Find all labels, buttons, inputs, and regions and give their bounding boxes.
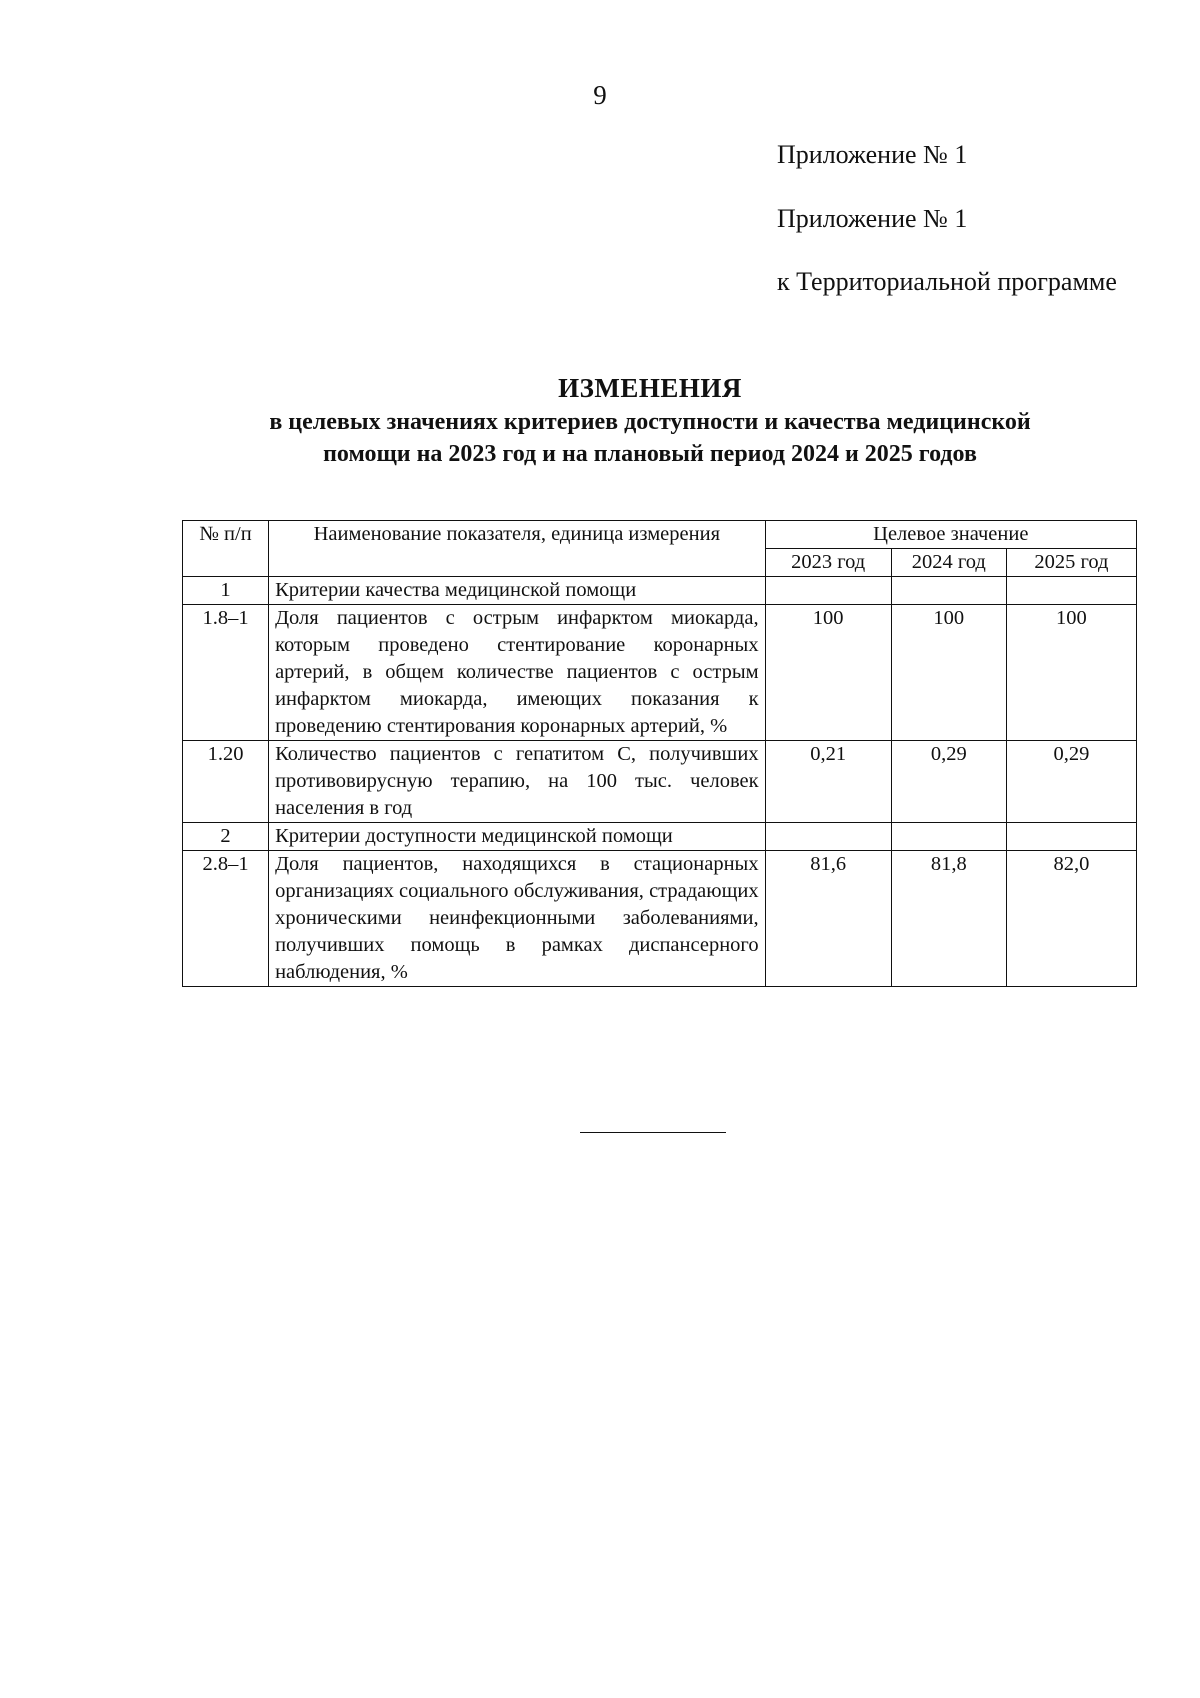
row-value: 81,8 [891,851,1006,987]
header-year: 2025 год [1006,549,1136,577]
row-value: 100 [1006,605,1136,741]
row-indicator-name: Критерии доступности медицинской помощи [269,823,766,851]
row-value: 0,29 [1006,741,1136,823]
page-number: 9 [593,80,607,110]
appendix-program-reference: к Территориальной программе [777,267,1117,296]
header-target-value: Целевое значение [765,521,1136,549]
row-value [765,577,891,605]
table-row [183,823,1137,851]
header-indicator-name: Наименование показателя, единица измерения [269,521,766,577]
row-value: 0,29 [891,741,1006,823]
row-value: 81,6 [765,851,891,987]
row-indicator-name: Количество пациентов с гепатитом С, получивших противовирусную терапию, на 100 тыс. человек населения в год [269,741,766,823]
document-title: ИЗМЕНЕНИЯ [558,373,742,403]
row-number: 2 [183,823,269,851]
table-row [183,851,1137,987]
appendix-label: Приложение № 1 [777,140,968,169]
document-subtitle-line: в целевых значениях критериев доступности и качества медицинской [269,409,1031,435]
target-values-table [182,520,1137,987]
row-value: 82,0 [1006,851,1136,987]
row-number: 2.8–1 [183,851,269,987]
row-value [1006,823,1136,851]
row-value [765,823,891,851]
appendix-label: Приложение № 1 [777,204,968,233]
table-header-row [183,521,1137,549]
document-subtitle-line: помощи на 2023 год и на плановый период 2024 и 2025 годов [323,441,977,467]
table-row [183,577,1137,605]
row-number: 1 [183,577,269,605]
table-row [183,741,1137,823]
header-year: 2023 год [765,549,891,577]
table-row [183,605,1137,741]
row-indicator-name: Доля пациентов, находящихся в стационарных организациях социального обслуживания, страдающих хроническими неинфекционными заболеваниями, получивших помощь в рамках диспансерного наблюдения, % [269,851,766,987]
row-value: 100 [765,605,891,741]
row-indicator-name: Критерии качества медицинской помощи [269,577,766,605]
header-number: № п/п [183,521,269,577]
row-value [891,577,1006,605]
end-of-document-rule [580,1132,726,1133]
row-value [891,823,1006,851]
row-number: 1.20 [183,741,269,823]
header-year: 2024 год [891,549,1006,577]
row-indicator-name: Доля пациентов с острым инфарктом миокарда, которым проведено стентирование коронарных артерий, в общем количестве пациентов с острым инфарктом миокарда, имеющих показания к проведению стентирования коронарных артерий, % [269,605,766,741]
row-value [1006,577,1136,605]
document-title-block [0,370,1200,470]
row-value: 100 [891,605,1006,741]
row-value: 0,21 [765,741,891,823]
row-number: 1.8–1 [183,605,269,741]
